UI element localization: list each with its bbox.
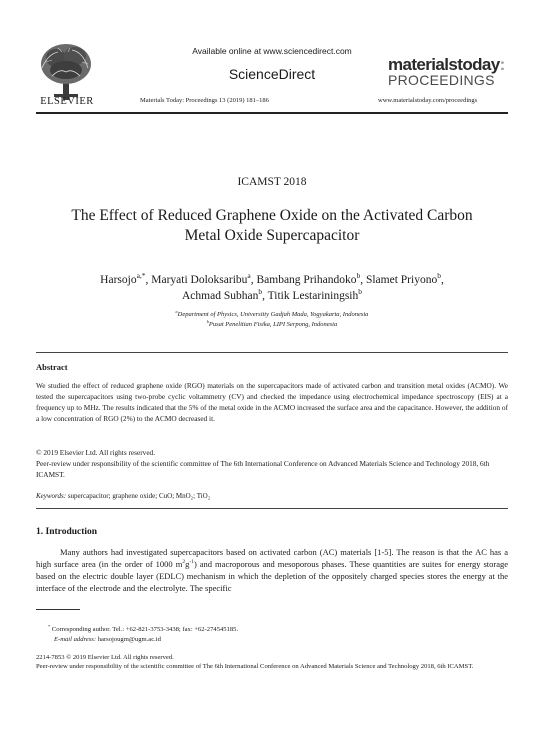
sciencedirect-brand: ScienceDirect [228, 66, 316, 82]
conference-name: ICAMST 2018 [237, 176, 307, 188]
issn-line: 2214-7853 © 2019 Elsevier Ltd. All rights reserved. [36, 654, 174, 661]
peer-review-statement: Peer-review under responsibility of the scientific committee of The 6th International Conference on Advanced Materials Science and Technology 2018, 6th ICAMST. [36, 459, 490, 479]
author-name: Maryati Doloksaribu [151, 274, 248, 286]
affiliation-b: $^b$Pusat Penelitian Fisika, LIPI Serpong, Indonesia [206, 318, 338, 328]
brand-bottom-text: PROCEEDINGS [388, 72, 495, 88]
header-rule [36, 112, 508, 114]
article-title [36, 206, 508, 246]
abstract-body: We studied the effect of reduced graphene oxide (RGO) materials on the supercapacitors made of activated carbon and transition metal oxides (ACMO). We tested the supercapacitors using two-probe cyclic voltammetry (CV) and checked the impedance using electrochemical impedance spectroscopy (EIS) at a frequency up to MHz. The results indicated that the 5% of the metal oxide in the ACMO increased the surface area and the capacitance. However, the addition of a low concentration of RGO (2%) to the ACMO decreased it. [36, 381, 508, 423]
elsevier-wordmark: ELSEVIER [40, 96, 94, 107]
author-line-1: Harsojo$^{a,*}$, Maryati Doloksaribu$^a$, Bambang Prihandoko$^b$, Slamet Priyono$^b$, [100, 271, 444, 286]
abstract-bottom-rule [36, 508, 508, 509]
author-name: Harsojo [100, 274, 137, 286]
copyright-block [36, 447, 508, 480]
email-address: harsojougm@ugm.ac.id [97, 636, 161, 643]
materials-today-logo [388, 56, 518, 87]
introduction-paragraph: Many authors had investigated supercapacitors based on activated carbon (AC) materials [1-5]. The reason is that the AC has a high surface area (in the order of 1000 $m^2g^{-1}$) and macroporous and mesoporous phases. These quantities are suites for energy storage based on the electric double layer (EDLC) mechanism in which the depletion of the oppositely charged species stores the energy at the interface of the electrode and the electrolyte. The specific [36, 547, 508, 593]
author-name: Achmad Subhan [182, 290, 259, 302]
email-label: E-mail address: [54, 636, 97, 643]
author-affiliation-mark: b [358, 287, 362, 297]
introduction-heading: 1. Introduction [36, 527, 98, 537]
author-affiliation-mark: b [258, 287, 263, 297]
title-line-1: The Effect of Reduced Graphene Oxide on the Activated Carbon [71, 207, 473, 224]
journal-url: www.materialstoday.com/proceedings [378, 97, 478, 104]
author-affiliation-mark: b [437, 271, 441, 281]
footer-peer-review: Peer-review under responsibility of the scientific committee of The 6th International Conference on Advanced Materials Science and Technology 2018, 6th ICAMST. [36, 663, 474, 670]
journal-citation: Materials Today: Proceedings 13 (2019) 181–186 [140, 97, 269, 104]
footnote-rule [36, 609, 80, 610]
keywords-list: supercapacitor; graphene oxide; CuO; MnO₂; TiO₂ [67, 492, 211, 500]
author-name: Titik Lestariningsih [267, 290, 359, 302]
available-online-text: Available online at www.sciencedirect.com [192, 46, 352, 56]
author-list [36, 272, 508, 304]
keywords [36, 492, 210, 500]
abstract-heading: Abstract [36, 362, 68, 372]
author-line-2: Achmad Subhan$^b$, Titik Lestariningsih$^b$ [182, 287, 362, 302]
author-affiliation-mark: b [356, 271, 361, 281]
brand-colon: : [499, 55, 505, 74]
title-line-2: Metal Oxide Supercapacitor [184, 227, 360, 244]
keywords-label: Keywords: [36, 492, 67, 500]
affiliation-a: $^a$Department of Physics, Universitiy Gadjah Mada, Yogyakarta, Indonesia [175, 308, 369, 318]
author-name: Bambang Prihandoko [256, 274, 357, 286]
author-affiliation-mark: a [247, 271, 251, 281]
email-note [36, 635, 508, 645]
author-affiliation-mark: a,* [136, 271, 146, 281]
brand-top-text: materialstoday [388, 55, 500, 74]
corresponding-author-note: * Corresponding author. Tel.: +62-821-3753-3438; fax: +62-274545185. [48, 623, 239, 633]
abstract-top-rule [36, 352, 508, 353]
author-name: Slamet Priyono [365, 274, 438, 286]
copyright-line: © 2019 Elsevier Ltd. All rights reserved. [36, 448, 156, 457]
affiliations [36, 310, 508, 330]
